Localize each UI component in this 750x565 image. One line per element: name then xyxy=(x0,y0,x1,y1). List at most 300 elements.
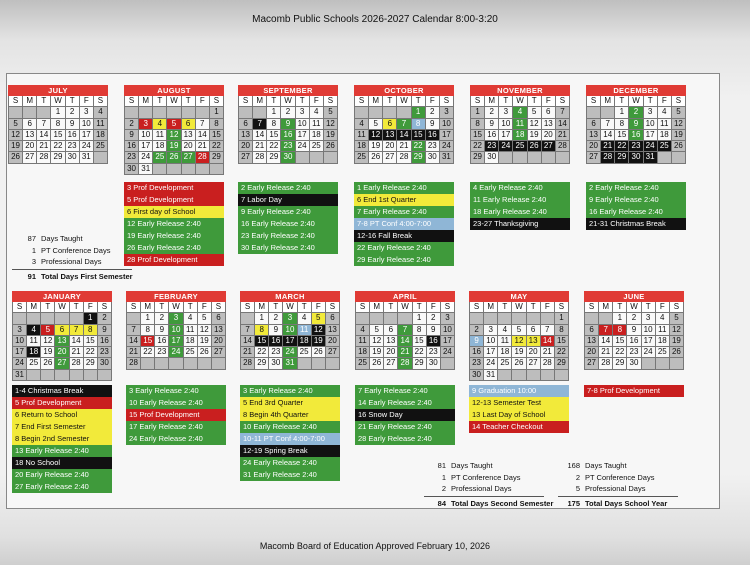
day-cell: 27 xyxy=(326,347,340,358)
day-cell: 20 xyxy=(23,141,37,152)
day-cell: 13 xyxy=(212,325,226,336)
day-cell: 31 xyxy=(440,152,454,163)
day-cell: 15 xyxy=(141,336,155,347)
day-cell: 31 xyxy=(484,370,498,381)
empty-day-cell xyxy=(656,358,670,369)
day-cell: 3 xyxy=(644,107,658,118)
weekday-header: T xyxy=(528,96,542,107)
event-item-mar: 12-19 Spring Break xyxy=(240,445,340,457)
day-cell: 31 xyxy=(139,164,153,175)
weekday-header: S xyxy=(13,302,27,313)
day-cell: 31 xyxy=(13,370,27,381)
first-semester-summary-row: 1 PT Conference Days xyxy=(31,245,111,255)
day-cell: 23 xyxy=(470,358,484,369)
day-cell: 24 xyxy=(499,141,513,152)
day-cell: 19 xyxy=(9,141,23,152)
day-cell: 4 xyxy=(298,313,312,324)
day-cell: 6 xyxy=(587,119,601,130)
empty-day-cell xyxy=(484,313,498,324)
weekday-header: M xyxy=(370,302,384,313)
day-cell: 7 xyxy=(196,119,210,130)
day-cell: 4 xyxy=(658,107,672,118)
event-item-aug: 12 Early Release 2:40 xyxy=(124,218,224,230)
month-grid xyxy=(124,96,224,175)
weekday-header: F xyxy=(542,96,556,107)
day-cell: 22 xyxy=(615,141,629,152)
day-cell: 28 xyxy=(397,152,411,163)
day-cell: 16 xyxy=(281,130,295,141)
month-calendar-january xyxy=(12,291,112,381)
day-cell: 1 xyxy=(210,107,224,118)
day-cell: 2 xyxy=(125,119,139,130)
day-cell: 12 xyxy=(512,336,526,347)
event-item-aug: 5 Prof Development xyxy=(124,194,224,206)
day-cell: 13 xyxy=(23,130,37,141)
day-cell: 16 xyxy=(629,130,643,141)
event-item-may: 14 Teacher Checkout xyxy=(469,421,569,433)
day-cell: 5 xyxy=(370,325,384,336)
empty-day-cell xyxy=(41,370,55,381)
event-item-jan: 6 Return to School xyxy=(12,409,112,421)
event-item-sep: 2 Early Release 2:40 xyxy=(238,182,338,194)
day-cell: 12 xyxy=(672,119,686,130)
month-grid xyxy=(238,96,338,164)
day-cell: 30 xyxy=(125,164,139,175)
day-cell: 29 xyxy=(255,358,269,369)
empty-day-cell xyxy=(658,152,672,163)
day-cell: 19 xyxy=(672,130,686,141)
day-cell: 28 xyxy=(70,358,84,369)
day-cell: 8 xyxy=(267,119,281,130)
month-name: OCTOBER xyxy=(354,85,454,96)
day-cell: 22 xyxy=(141,347,155,358)
day-cell: 25 xyxy=(184,347,198,358)
day-cell: 9 xyxy=(281,119,295,130)
empty-day-cell xyxy=(585,313,599,324)
event-item-sep: 30 Early Release 2:40 xyxy=(238,242,338,254)
event-item-mar: 5 End 3rd Quarter xyxy=(240,397,340,409)
day-cell: 26 xyxy=(41,358,55,369)
empty-day-cell xyxy=(27,370,41,381)
day-cell: 20 xyxy=(542,130,556,141)
day-cell: 1 xyxy=(555,313,569,324)
day-cell: 18 xyxy=(355,141,369,152)
day-cell: 7 xyxy=(241,325,255,336)
day-cell: 6 xyxy=(23,119,37,130)
day-cell: 19 xyxy=(528,130,542,141)
month-grid xyxy=(126,302,226,370)
day-cell: 5 xyxy=(9,119,23,130)
empty-day-cell xyxy=(355,107,369,118)
empty-day-cell xyxy=(512,313,526,324)
day-cell: 27 xyxy=(587,152,601,163)
event-item-dec: 21-31 Christmas Break xyxy=(586,218,686,230)
day-cell: 30 xyxy=(470,370,484,381)
empty-day-cell xyxy=(527,313,541,324)
day-cell: 8 xyxy=(555,325,569,336)
weekday-header: W xyxy=(629,96,643,107)
empty-day-cell xyxy=(125,107,139,118)
weekday-header: F xyxy=(658,96,672,107)
day-cell: 4 xyxy=(27,325,41,336)
day-cell: 1 xyxy=(84,313,98,324)
empty-day-cell xyxy=(513,152,527,163)
day-cell: 24 xyxy=(296,141,310,152)
day-cell: 5 xyxy=(41,325,55,336)
second-semester-summary-row: 2 Professional Days xyxy=(441,484,512,493)
day-cell: 10 xyxy=(13,336,27,347)
weekday-header: F xyxy=(427,302,441,313)
weekday-header: S xyxy=(241,302,255,313)
weekday-header: S xyxy=(470,302,484,313)
day-cell: 9 xyxy=(427,325,441,336)
first-semester-summary-row: 3 Professional Days xyxy=(31,257,102,266)
day-cell: 15 xyxy=(615,130,629,141)
day-cell: 16 xyxy=(485,130,499,141)
event-item-may: 12-13 Semester Test xyxy=(469,397,569,409)
day-cell: 4 xyxy=(310,107,324,118)
day-cell: 8 xyxy=(210,119,224,130)
event-item-aug: 19 Early Release 2:40 xyxy=(124,230,224,242)
month-calendar-september xyxy=(238,85,338,164)
day-cell: 7 xyxy=(397,119,411,130)
month-grid xyxy=(470,96,570,164)
month-grid xyxy=(586,96,686,164)
weekday-header: M xyxy=(601,96,615,107)
empty-day-cell xyxy=(642,358,656,369)
day-cell: 26 xyxy=(672,141,686,152)
weekday-header: T xyxy=(153,96,167,107)
month-grid xyxy=(355,302,455,370)
day-cell: 6 xyxy=(182,119,196,130)
day-cell: 18 xyxy=(27,347,41,358)
weekday-header: T xyxy=(70,302,84,313)
weekday-header: T xyxy=(269,302,283,313)
day-cell: 18 xyxy=(94,130,108,141)
day-cell: 15 xyxy=(210,130,224,141)
day-cell: 18 xyxy=(356,347,370,358)
total-divider xyxy=(12,269,132,270)
day-cell: 11 xyxy=(94,119,108,130)
day-cell: 30 xyxy=(485,152,499,163)
day-cell: 30 xyxy=(629,152,643,163)
weekday-header: T xyxy=(37,96,51,107)
weekday-header: S xyxy=(556,96,570,107)
empty-day-cell xyxy=(182,164,196,175)
day-cell: 28 xyxy=(127,358,141,369)
month-grid xyxy=(8,96,108,164)
day-cell: 21 xyxy=(253,141,267,152)
day-cell: 9 xyxy=(629,119,643,130)
day-cell: 6 xyxy=(212,313,226,324)
empty-day-cell xyxy=(127,313,141,324)
event-item-sep: 7 Labor Day xyxy=(238,194,338,206)
day-cell: 1 xyxy=(412,107,426,118)
day-cell: 14 xyxy=(253,130,267,141)
month-name: APRIL xyxy=(355,291,455,302)
day-cell: 10 xyxy=(484,336,498,347)
empty-day-cell xyxy=(398,313,412,324)
day-cell: 23 xyxy=(627,347,641,358)
day-cell: 6 xyxy=(55,325,69,336)
day-cell: 26 xyxy=(369,152,383,163)
day-cell: 15 xyxy=(51,130,65,141)
day-cell: 30 xyxy=(427,358,441,369)
day-cell: 7 xyxy=(599,325,613,336)
empty-day-cell xyxy=(599,313,613,324)
day-cell: 10 xyxy=(441,325,455,336)
weekday-header: F xyxy=(84,302,98,313)
day-cell: 25 xyxy=(298,347,312,358)
day-cell: 12 xyxy=(369,130,383,141)
day-cell: 5 xyxy=(672,107,686,118)
day-cell: 27 xyxy=(182,152,196,163)
event-item-jan: 13 Early Release 2:40 xyxy=(12,445,112,457)
day-cell: 11 xyxy=(658,119,672,130)
weekday-header: T xyxy=(615,96,629,107)
event-item-aug: 26 Early Release 2:40 xyxy=(124,242,224,254)
weekday-header: W xyxy=(281,96,295,107)
day-cell: 21 xyxy=(599,347,613,358)
empty-day-cell xyxy=(70,370,84,381)
empty-day-cell xyxy=(670,358,684,369)
day-cell: 2 xyxy=(426,107,440,118)
day-cell: 11 xyxy=(356,336,370,347)
day-cell: 3 xyxy=(80,107,94,118)
school-year-summary-row: 5 Professional Days xyxy=(575,484,646,493)
day-cell: 23 xyxy=(485,141,499,152)
empty-day-cell xyxy=(310,152,324,163)
day-cell: 7 xyxy=(398,325,412,336)
day-cell: 20 xyxy=(587,141,601,152)
event-item-apr: 21 Early Release 2:40 xyxy=(355,421,455,433)
day-cell: 25 xyxy=(498,358,512,369)
day-cell: 5 xyxy=(670,313,684,324)
day-cell: 13 xyxy=(182,130,196,141)
empty-day-cell xyxy=(182,107,196,118)
event-item-aug: 6 First day of School xyxy=(124,206,224,218)
day-cell: 13 xyxy=(585,336,599,347)
empty-day-cell xyxy=(555,370,569,381)
day-cell: 26 xyxy=(512,358,526,369)
event-item-jan: 8 Begin 2nd Semester xyxy=(12,433,112,445)
day-cell: 14 xyxy=(397,130,411,141)
empty-day-cell xyxy=(383,107,397,118)
empty-day-cell xyxy=(298,358,312,369)
day-cell: 8 xyxy=(141,325,155,336)
weekday-header: W xyxy=(167,96,181,107)
day-cell: 19 xyxy=(167,141,181,152)
day-cell: 23 xyxy=(125,152,139,163)
day-cell: 4 xyxy=(356,325,370,336)
day-cell: 28 xyxy=(37,152,51,163)
day-cell: 14 xyxy=(37,130,51,141)
day-cell: 9 xyxy=(98,325,112,336)
day-cell: 10 xyxy=(80,119,94,130)
day-cell: 24 xyxy=(169,347,183,358)
day-cell: 8 xyxy=(615,119,629,130)
day-cell: 17 xyxy=(169,336,183,347)
event-item-jan: 27 Early Release 2:40 xyxy=(12,481,112,493)
month-calendar-july xyxy=(8,85,108,164)
day-cell: 12 xyxy=(41,336,55,347)
event-item-sep: 9 Early Release 2:40 xyxy=(238,206,338,218)
page-title: Macomb Public Schools 2026-2027 Calendar 8:00-3:20 xyxy=(252,14,498,25)
weekday-header: S xyxy=(672,96,686,107)
empty-day-cell xyxy=(384,313,398,324)
event-item-mar: 10-11 PT Conf 4:00-7:00 xyxy=(240,433,340,445)
empty-day-cell xyxy=(326,358,340,369)
empty-day-cell xyxy=(167,107,181,118)
day-cell: 23 xyxy=(98,347,112,358)
weekday-header: S xyxy=(355,96,369,107)
month-name: JUNE xyxy=(584,291,684,302)
event-item-apr: 28 Early Release 2:40 xyxy=(355,433,455,445)
weekday-header: T xyxy=(499,96,513,107)
event-item-mar: 8 Begin 4th Quarter xyxy=(240,409,340,421)
weekday-header: M xyxy=(23,96,37,107)
day-cell: 5 xyxy=(528,107,542,118)
empty-day-cell xyxy=(55,370,69,381)
day-cell: 6 xyxy=(527,325,541,336)
empty-day-cell xyxy=(153,164,167,175)
day-cell: 1 xyxy=(615,107,629,118)
month-calendar-november xyxy=(470,85,570,164)
day-cell: 16 xyxy=(98,336,112,347)
event-item-oct: 7 Early Release 2:40 xyxy=(354,206,454,218)
month-calendar-april xyxy=(355,291,455,370)
event-item-nov: 18 Early Release 2:40 xyxy=(470,206,570,218)
day-cell: 28 xyxy=(599,358,613,369)
day-cell: 31 xyxy=(80,152,94,163)
event-item-jun: 7-8 Prof Development xyxy=(584,385,684,397)
day-cell: 29 xyxy=(413,358,427,369)
weekday-header: T xyxy=(383,96,397,107)
weekday-header: F xyxy=(310,96,324,107)
day-cell: 23 xyxy=(426,141,440,152)
day-cell: 1 xyxy=(613,313,627,324)
day-cell: 16 xyxy=(155,336,169,347)
weekday-header: T xyxy=(412,96,426,107)
empty-day-cell xyxy=(98,370,112,381)
day-cell: 30 xyxy=(269,358,283,369)
day-cell: 6 xyxy=(542,107,556,118)
event-item-feb: 15 Prof Development xyxy=(126,409,226,421)
weekday-header: T xyxy=(384,302,398,313)
day-cell: 30 xyxy=(426,152,440,163)
day-cell: 1 xyxy=(255,313,269,324)
event-item-mar: 3 Early Release 2:40 xyxy=(240,385,340,397)
day-cell: 18 xyxy=(310,130,324,141)
day-cell: 21 xyxy=(37,141,51,152)
day-cell: 21 xyxy=(397,141,411,152)
empty-day-cell xyxy=(155,358,169,369)
day-cell: 21 xyxy=(556,130,570,141)
day-cell: 1 xyxy=(413,313,427,324)
day-cell: 29 xyxy=(615,152,629,163)
weekday-header: M xyxy=(27,302,41,313)
day-cell: 24 xyxy=(13,358,27,369)
day-cell: 10 xyxy=(644,119,658,130)
day-cell: 9 xyxy=(66,119,80,130)
event-item-dec: 9 Early Release 2:40 xyxy=(586,194,686,206)
day-cell: 26 xyxy=(324,141,338,152)
day-cell: 5 xyxy=(369,119,383,130)
weekday-header: T xyxy=(613,302,627,313)
event-item-mar: 24 Early Release 2:40 xyxy=(240,457,340,469)
day-cell: 2 xyxy=(485,107,499,118)
day-cell: 4 xyxy=(94,107,108,118)
weekday-header: W xyxy=(513,96,527,107)
empty-day-cell xyxy=(672,152,686,163)
day-cell: 9 xyxy=(485,119,499,130)
event-item-jan: 18 No School xyxy=(12,457,112,469)
day-cell: 9 xyxy=(125,130,139,141)
weekday-header: T xyxy=(296,96,310,107)
empty-day-cell xyxy=(241,313,255,324)
weekday-header: T xyxy=(155,302,169,313)
event-item-mar: 10 Early Release 2:40 xyxy=(240,421,340,433)
empty-day-cell xyxy=(169,358,183,369)
event-item-jan: 7 End First Semester xyxy=(12,421,112,433)
day-cell: 19 xyxy=(324,130,338,141)
empty-day-cell xyxy=(528,152,542,163)
day-cell: 7 xyxy=(556,107,570,118)
day-cell: 17 xyxy=(139,141,153,152)
event-item-feb: 24 Early Release 2:40 xyxy=(126,433,226,445)
event-item-apr: 7 Early Release 2:40 xyxy=(355,385,455,397)
day-cell: 27 xyxy=(212,347,226,358)
month-calendar-may xyxy=(469,291,569,381)
empty-day-cell xyxy=(324,152,338,163)
weekday-header: S xyxy=(127,302,141,313)
day-cell: 10 xyxy=(139,130,153,141)
day-cell: 31 xyxy=(283,358,297,369)
day-cell: 24 xyxy=(80,141,94,152)
empty-day-cell xyxy=(210,164,224,175)
day-cell: 22 xyxy=(471,141,485,152)
weekday-header: M xyxy=(139,96,153,107)
day-cell: 30 xyxy=(66,152,80,163)
day-cell: 19 xyxy=(670,336,684,347)
weekday-header: T xyxy=(644,96,658,107)
total-divider xyxy=(424,496,544,497)
event-item-nov: 4 Early Release 2:40 xyxy=(470,182,570,194)
day-cell: 19 xyxy=(312,336,326,347)
weekday-header: W xyxy=(51,96,65,107)
empty-day-cell xyxy=(601,107,615,118)
day-cell: 3 xyxy=(296,107,310,118)
day-cell: 17 xyxy=(499,130,513,141)
day-cell: 17 xyxy=(13,347,27,358)
day-cell: 9 xyxy=(470,336,484,347)
empty-day-cell xyxy=(70,313,84,324)
day-cell: 7 xyxy=(541,325,555,336)
day-cell: 13 xyxy=(384,336,398,347)
month-grid xyxy=(469,302,569,381)
day-cell: 16 xyxy=(427,336,441,347)
day-cell: 14 xyxy=(196,130,210,141)
day-cell: 29 xyxy=(267,152,281,163)
month-name: NOVEMBER xyxy=(470,85,570,96)
day-cell: 8 xyxy=(413,325,427,336)
day-cell: 1 xyxy=(51,107,65,118)
empty-day-cell xyxy=(556,152,570,163)
day-cell: 20 xyxy=(182,141,196,152)
month-name: MAY xyxy=(469,291,569,302)
day-cell: 8 xyxy=(412,119,426,130)
first-semester-summary-total: 91 Total Days First Semester xyxy=(27,271,133,281)
